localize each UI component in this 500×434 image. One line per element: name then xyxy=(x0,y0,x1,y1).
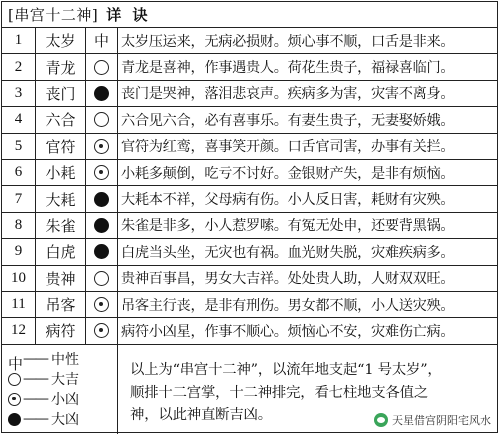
verse-text: 病符小凶星，作事不顺心。烦恼心不安，灾难伤亡病。 xyxy=(121,323,455,340)
dotted-circle-icon xyxy=(94,297,109,312)
row-number: 3 xyxy=(2,81,36,106)
row-number: 12 xyxy=(2,318,36,343)
verse-text: 吊客主行丧，是非有刑伤。男女都不顺，小人送灾殃。 xyxy=(121,297,455,314)
open-circle-icon xyxy=(94,112,109,127)
table-row xyxy=(2,318,497,344)
filled-circle-icon xyxy=(94,244,109,259)
open-circle-icon xyxy=(94,60,109,75)
legend-dash: —— xyxy=(23,371,47,387)
note-line-3: 神，以此神直断吉凶。 xyxy=(130,407,272,423)
legend-label: 中性 xyxy=(51,352,79,368)
table-footer xyxy=(2,345,497,434)
verse-text: 朱雀是非多，小人惹罗嗦。有冤无处申，还要背黑锅。 xyxy=(121,218,455,235)
spirit-name: 官符 xyxy=(36,134,86,159)
symbol-legend xyxy=(2,345,118,434)
spirit-name: 六合 xyxy=(36,107,86,132)
verse-text: 白虎当头坐，无灾也有祸。血光财失脱，灾难疾病多。 xyxy=(121,244,455,261)
verse-text: 六合见六合，必有喜事乐。有妻生贵子，无妻娶娇娥。 xyxy=(121,112,455,129)
legend-dash: —— xyxy=(23,351,47,367)
row-number: 2 xyxy=(2,54,36,79)
fortune-symbol xyxy=(86,160,118,185)
legend-item xyxy=(8,409,117,429)
fortune-symbol xyxy=(86,266,118,291)
neutral-mark: 中 xyxy=(8,354,24,373)
legend-label: 大凶 xyxy=(51,412,79,428)
neutral-mark: 中 xyxy=(93,32,109,51)
spirit-name: 病符 xyxy=(36,318,86,343)
table-row xyxy=(2,266,497,292)
spirit-name: 白虎 xyxy=(36,239,86,264)
spirit-name: 丧门 xyxy=(36,81,86,106)
watermark-text: 天星借宫阴阳宅风水 xyxy=(392,414,491,427)
verse-text: 太岁压运来，无病必损财。烦心事不顺，口舌是非来。 xyxy=(121,33,455,50)
legend-item xyxy=(8,349,117,373)
filled-circle-icon xyxy=(94,86,109,101)
dotted-circle-icon xyxy=(8,393,21,406)
note-line-1: 以上为“串宫十二神”，以流年地支起“1 号太岁”， xyxy=(130,362,442,378)
filled-circle-icon xyxy=(94,218,109,233)
verse-text: 大耗本不祥，父母病有伤。小人反日害，耗财有灾殃。 xyxy=(121,192,455,209)
row-number: 11 xyxy=(2,292,36,317)
table-row xyxy=(2,213,497,239)
open-circle-icon xyxy=(94,271,109,286)
spirit-name: 青龙 xyxy=(36,54,86,79)
legend-label: 小凶 xyxy=(51,392,79,408)
fortune-symbol xyxy=(86,134,118,159)
row-number: 8 xyxy=(2,213,36,238)
spirit-name: 大耗 xyxy=(36,186,86,211)
filled-circle-icon xyxy=(8,413,21,426)
fortune-symbol xyxy=(86,28,118,53)
row-number: 9 xyxy=(2,239,36,264)
header-bracket-text: [串宫十二神] xyxy=(8,6,99,24)
verse-text: 丧门是哭神，落泪悲哀声。疾病多为害，灾害不离身。 xyxy=(121,86,455,103)
row-number: 7 xyxy=(2,186,36,211)
table-row xyxy=(2,54,497,80)
spirit-name: 太岁 xyxy=(36,28,86,53)
table-row xyxy=(2,107,497,133)
row-number: 10 xyxy=(2,266,36,291)
fortune-symbol xyxy=(86,107,118,132)
note-line-2: 顺排十二宫掌，十二神排完，看七柱地支各值之 xyxy=(130,384,429,401)
filled-circle-icon xyxy=(94,192,109,207)
table-row xyxy=(2,160,497,186)
row-number: 6 xyxy=(2,160,36,185)
legend-item xyxy=(8,369,117,389)
open-circle-icon xyxy=(8,373,21,386)
table-rows xyxy=(2,28,497,345)
table-row xyxy=(2,186,497,212)
verse-table xyxy=(1,1,498,433)
verse-text: 贵神百事昌，男女大吉祥。处处贵人助，人财双双旺。 xyxy=(121,271,455,288)
row-number: 1 xyxy=(2,28,36,53)
fortune-symbol xyxy=(86,54,118,79)
verse-text: 青龙是喜神，作事遇贵人。荷花生贵子，福禄喜临门。 xyxy=(121,60,455,77)
fortune-symbol xyxy=(86,186,118,211)
legend-item xyxy=(8,389,117,409)
legend-dash: —— xyxy=(23,391,47,407)
verse-text: 小耗多颠倒，吃亏不讨好。金银财产失，是非有烦恼。 xyxy=(121,165,455,182)
row-number: 5 xyxy=(2,134,36,159)
table-header xyxy=(2,2,497,28)
spirit-name: 小耗 xyxy=(36,160,86,185)
dotted-circle-icon xyxy=(94,139,109,154)
legend-label: 大吉 xyxy=(51,372,79,388)
wechat-logo-icon xyxy=(374,413,388,427)
spirit-name: 贵神 xyxy=(36,266,86,291)
table-row xyxy=(2,292,497,318)
fortune-symbol xyxy=(86,292,118,317)
fortune-symbol xyxy=(86,318,118,343)
fortune-symbol xyxy=(86,213,118,238)
legend-dash: —— xyxy=(23,411,47,427)
table-row xyxy=(2,81,497,107)
watermark xyxy=(374,412,491,428)
header-title: 详 诀 xyxy=(106,6,151,24)
table-row xyxy=(2,134,497,160)
verse-text: 官符为红鸾，喜事笑开颜。口舌官司害，办事有关拦。 xyxy=(121,139,455,156)
dotted-circle-icon xyxy=(94,323,109,338)
fortune-symbol xyxy=(86,239,118,264)
fortune-symbol xyxy=(86,81,118,106)
spirit-name: 朱雀 xyxy=(36,213,86,238)
dotted-circle-icon xyxy=(94,165,109,180)
row-number: 4 xyxy=(2,107,36,132)
spirit-name: 吊客 xyxy=(36,292,86,317)
table-row xyxy=(2,28,497,54)
table-row xyxy=(2,239,497,265)
